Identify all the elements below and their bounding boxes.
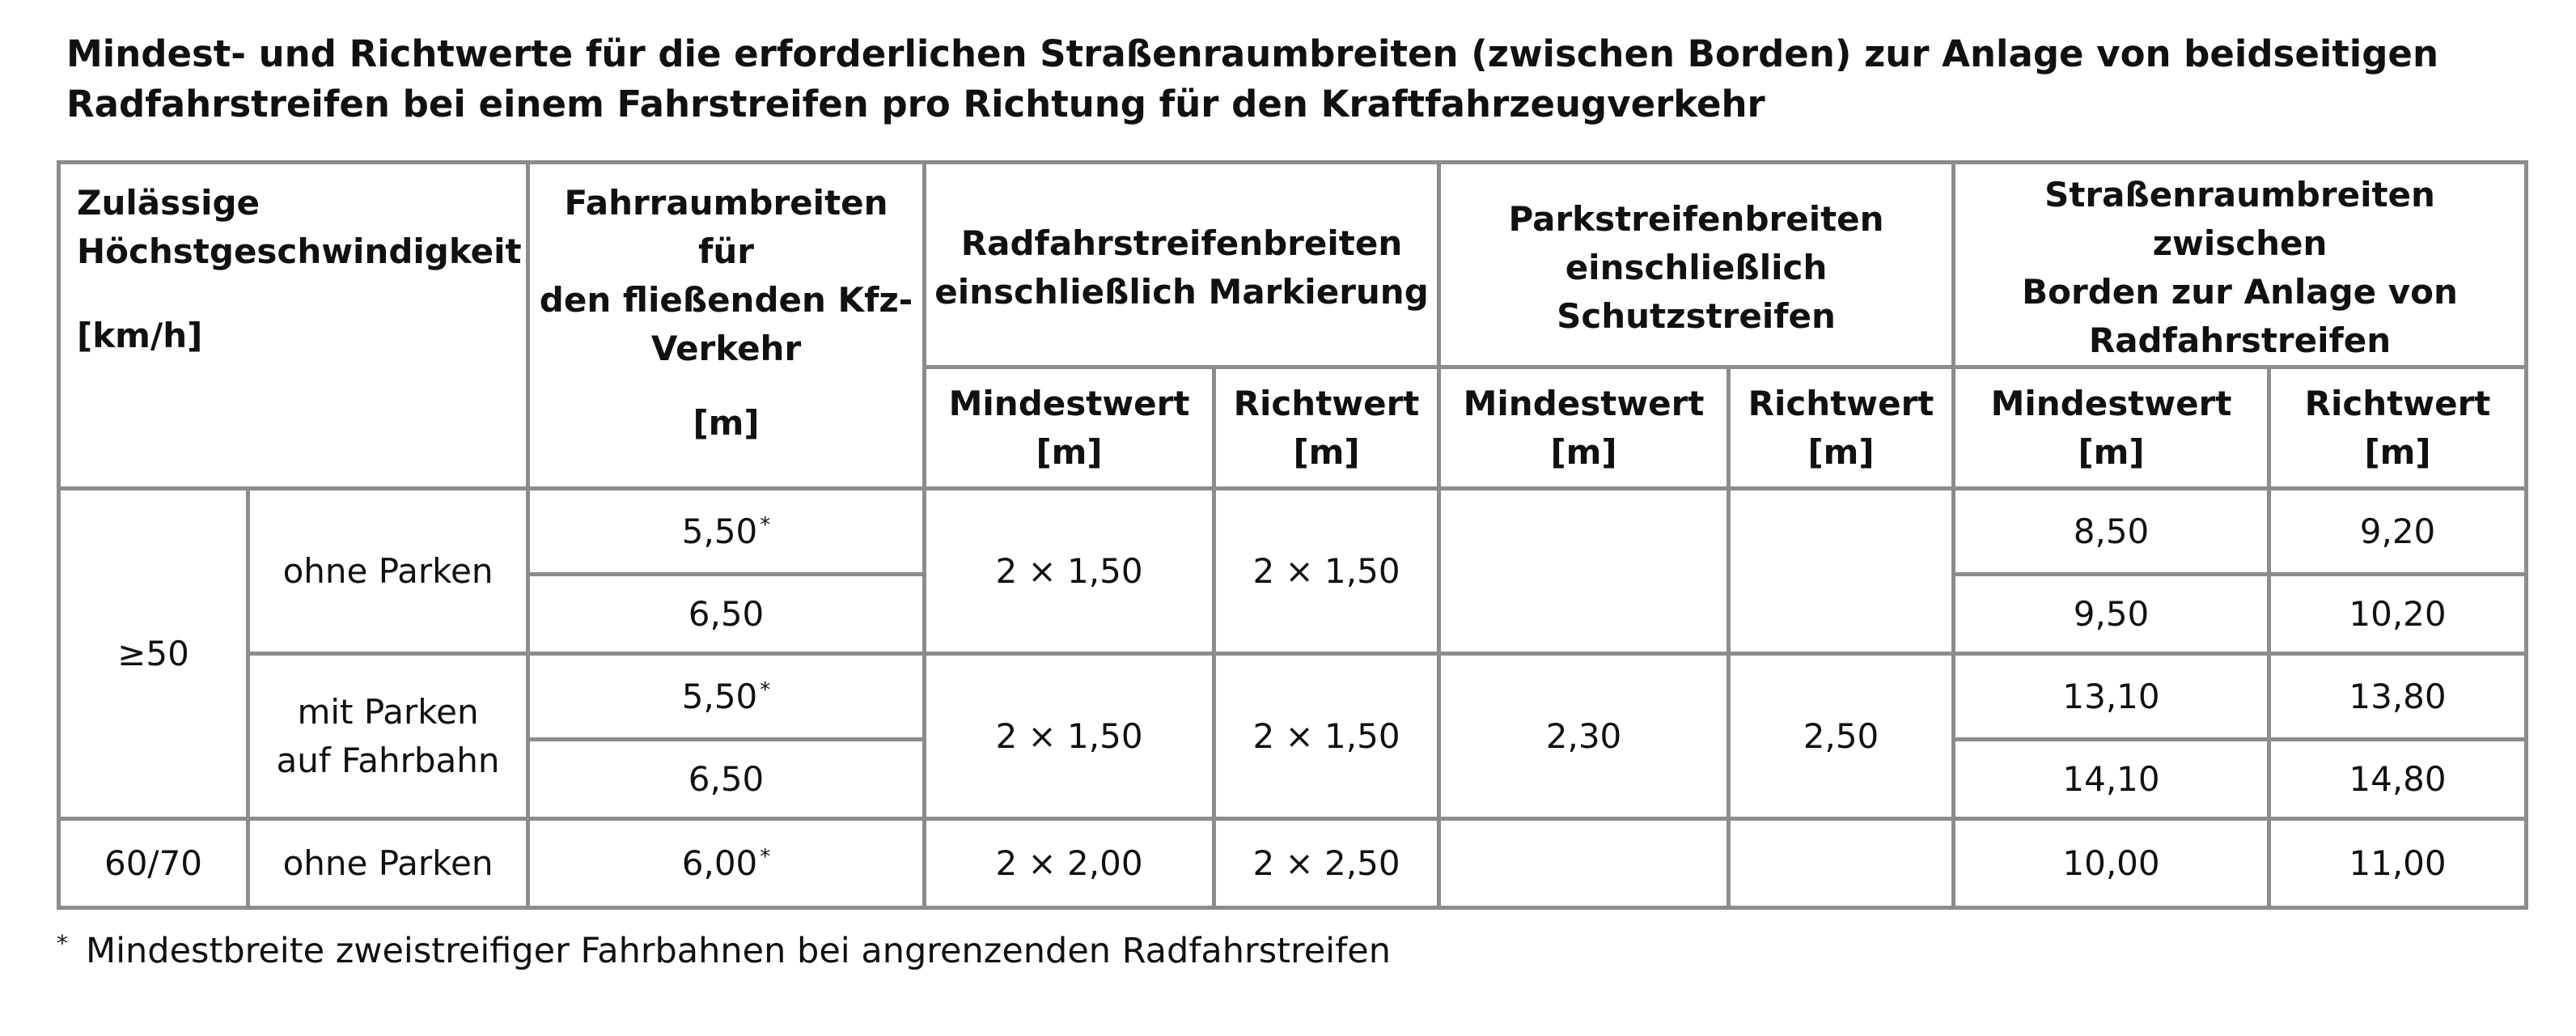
header-str-richt: Richtwert [m]: [2269, 367, 2527, 489]
header-park: Parkstreifenbreiten einschließlich Schutzstreifen: [1439, 163, 1954, 367]
str-min-cell: 9,50: [1954, 575, 2269, 654]
rad-richt-cell: 2 × 1,50: [1214, 654, 1439, 819]
fahrraum-cell: 6,00 *: [528, 819, 925, 908]
str-richt-cell: 10,20: [2269, 575, 2527, 654]
header-radfahr: Radfahrstreifenbreiten einschließlich Markierung: [925, 163, 1439, 367]
park-richt-cell: [1729, 819, 1954, 908]
parking-cell: ohne Parken: [248, 819, 528, 908]
header-park-richt: Richtwert [m]: [1729, 367, 1954, 489]
rad-min-cell: 2 × 2,00: [925, 819, 1214, 908]
str-min-cell: 10,00: [1954, 819, 2269, 908]
footnote-marker: *: [57, 930, 68, 957]
footnote-marker: *: [760, 512, 771, 537]
parking-cell: mit Parken auf Fahrbahn: [248, 654, 528, 819]
str-min-cell: 8,50: [1954, 489, 2269, 575]
park-min-cell: [1439, 489, 1729, 654]
width-table: [57, 160, 2528, 910]
footnote-text: Mindestbreite zweistreifiger Fahrbahnen bei angrenzenden Radfahrstreifen: [86, 931, 1391, 971]
header-strassen: Straßenraumbreiten zwischen Borden zur Anlage von Radfahrstreifen: [1954, 163, 2527, 367]
header-fahrraum: Fahrraumbreiten für den fließenden Kfz- Verkehr [m]: [528, 163, 925, 489]
str-richt-cell: 14,80: [2269, 740, 2527, 819]
footnote: [57, 931, 1391, 971]
rad-richt-cell: 2 × 2,50: [1214, 819, 1439, 908]
str-richt-cell: 13,80: [2269, 654, 2527, 740]
rad-richt-cell: 2 × 1,50: [1214, 489, 1439, 654]
fahrraum-cell: 5,50 *: [528, 489, 925, 575]
speed-cell: ≥50: [59, 489, 248, 819]
park-richt-cell: 2,50: [1729, 654, 1954, 819]
footnote-marker: *: [760, 677, 771, 703]
header-rad-richt: Richtwert [m]: [1214, 367, 1439, 489]
footnote-marker: *: [760, 844, 771, 869]
rad-min-cell: 2 × 1,50: [925, 654, 1214, 819]
fahrraum-cell: 5,50 *: [528, 654, 925, 740]
page-title: [66, 29, 2534, 130]
str-min-cell: 14,10: [1954, 740, 2269, 819]
fahrraum-cell: 6,50: [528, 575, 925, 654]
header-park-min: Mindestwert [m]: [1439, 367, 1729, 489]
header-str-min: Mindestwert [m]: [1954, 367, 2269, 489]
str-richt-cell: 11,00: [2269, 819, 2527, 908]
header-speed: Zulässige Höchstgeschwindigkeit [km/h]: [59, 163, 528, 489]
title-line-2: Radfahrstreifen bei einem Fahrstreifen pro Richtung für den Kraftfahrzeugverkehr: [66, 83, 1765, 125]
str-min-cell: 13,10: [1954, 654, 2269, 740]
header-rad-min: Mindestwert [m]: [925, 367, 1214, 489]
park-richt-cell: [1729, 489, 1954, 654]
title-line-1: Mindest- und Richtwerte für die erforderlichen Straßenraumbreiten (zwischen Borden) zur Anlage von beidseitigen: [66, 32, 2438, 75]
rad-min-cell: 2 × 1,50: [925, 489, 1214, 654]
parking-cell: ohne Parken: [248, 489, 528, 654]
park-min-cell: [1439, 819, 1729, 908]
fahrraum-cell: 6,50: [528, 740, 925, 819]
park-min-cell: 2,30: [1439, 654, 1729, 819]
str-richt-cell: 9,20: [2269, 489, 2527, 575]
speed-cell: 60/70: [59, 819, 248, 908]
